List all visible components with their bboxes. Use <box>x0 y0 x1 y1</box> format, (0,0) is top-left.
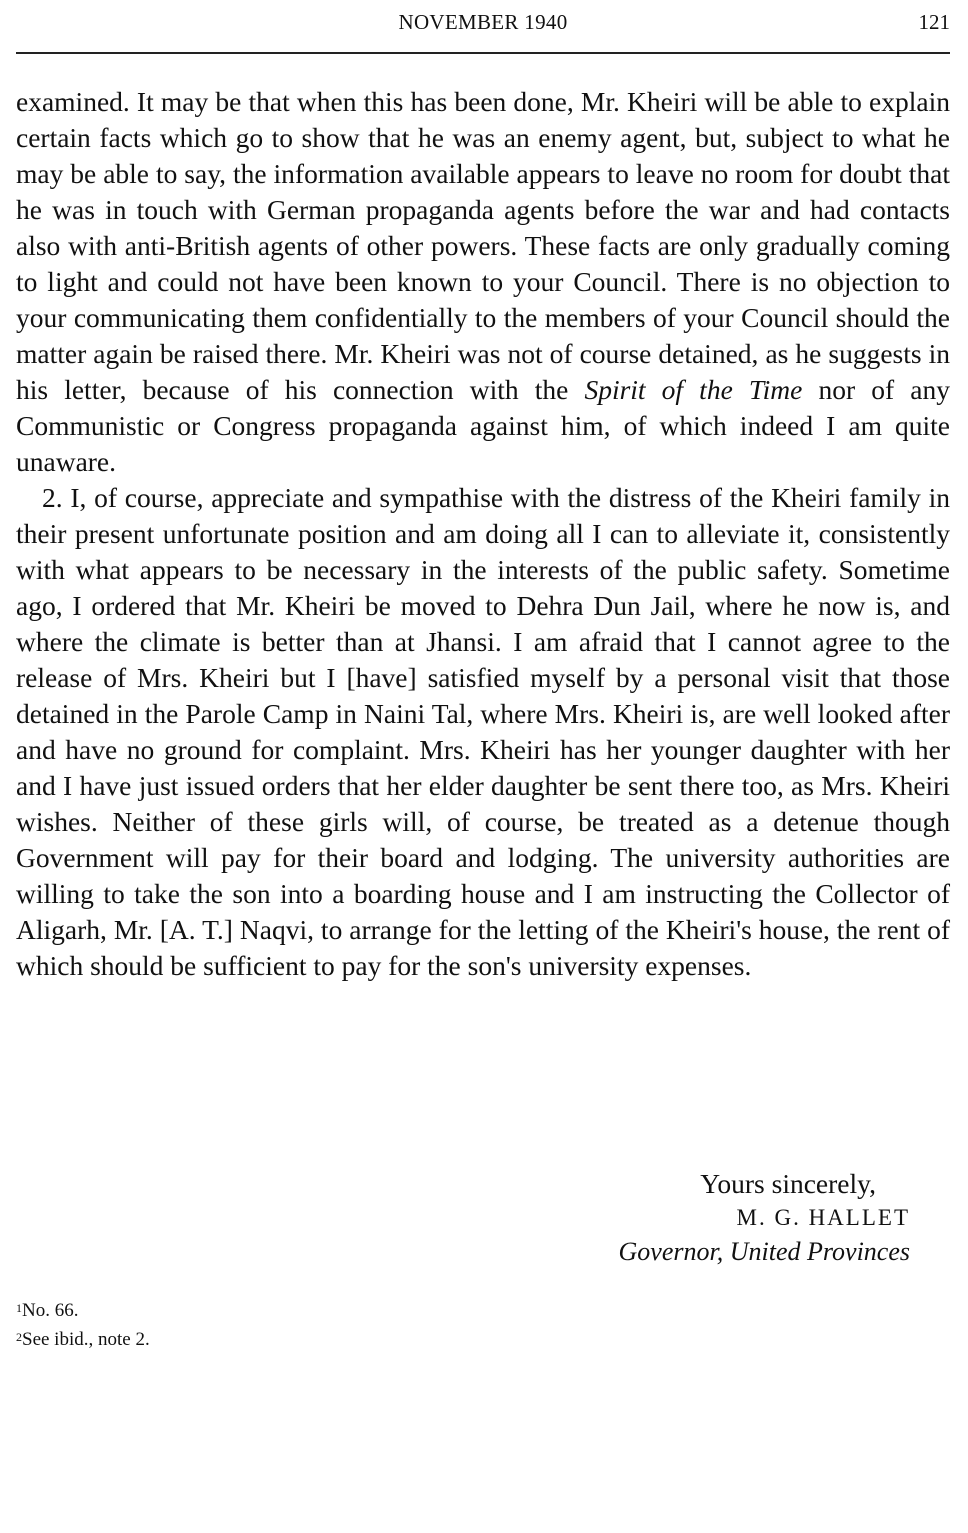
paragraph-1-text-a: examined. It may be that when this has been done, Mr. Kheiri will be able to explain certain facts which go to show that he was an enemy agent, but, subject to what he may be able to say, the information available appears to leave no room for doubt that he was in touch with German propaganda agents before the war and had contacts also with anti-British agents of other powers. These facts are only gradually coming to light and could not have been known to your Council. There is no objection to your communicating them confidentially to the members of your Council should the matter again be raised there. Mr. Kheiri was not of course detained, as he suggests in his letter, because of his connection with the <box>16 86 950 405</box>
footnote <box>16 1296 616 1325</box>
periodical-title: Spirit of the Time <box>584 374 803 405</box>
footnote-text: No. 66. <box>22 1300 79 1321</box>
running-title: NOVEMBER 1940 <box>398 10 568 34</box>
signatory-name: M. G. HALLET <box>736 1205 910 1230</box>
closing-salutation: Yours sincerely, <box>700 1168 876 1199</box>
paragraph-1-text-b: nor of any Communistic or Congress propaganda against him, of which indeed I am quite unaware. <box>16 374 950 477</box>
header-rule <box>16 52 950 54</box>
letter-closing <box>16 1166 910 1270</box>
footnote-marker: 2 <box>16 1330 22 1344</box>
footnote-marker: 1 <box>16 1301 22 1315</box>
footnote-text: See ibid., note 2. <box>22 1329 150 1350</box>
footnotes <box>16 1296 616 1354</box>
page-number: 121 <box>918 10 950 34</box>
paragraph-2: 2. I, of course, appreciate and sympathise with the distress of the Kheiri family in their present unfortunate position and am doing all I can to alleviate it, consistently with what appears to be necessary in the interests of the public safety. Sometime ago, I ordered that Mr. Kheiri be moved to Dehra Dun Jail, where he now is, and where the climate is better than at Jhansi. I am afraid that I cannot agree to the release of Mrs. Kheiri but I [have] satisfied myself by a personal visit that those detained in the Parole Camp in Naini Tal, where Mrs. Kheiri is, are well looked after and have no ground for complaint. Mrs. Kheiri has her younger daughter with her and I have just issued orders that her elder daughter be sent there too, as Mrs. Kheiri wishes. Neither of these girls will, of course, be treated as a detenue though Government will pay for their board and lodging. The university authorities are willing to take the son into a boarding house and I am instructing the Collector of Aligarh, Mr. [A. T.] Naqvi, to arrange for the letting of the Kheiri's house, the rent of which should be sufficient to pay for the son's university expenses. <box>16 482 950 981</box>
footnote <box>16 1325 616 1354</box>
paragraph-1 <box>16 84 950 480</box>
letter-body <box>16 84 950 984</box>
signatory-designation: Governor, United Provinces <box>618 1237 910 1266</box>
running-head <box>16 8 950 38</box>
